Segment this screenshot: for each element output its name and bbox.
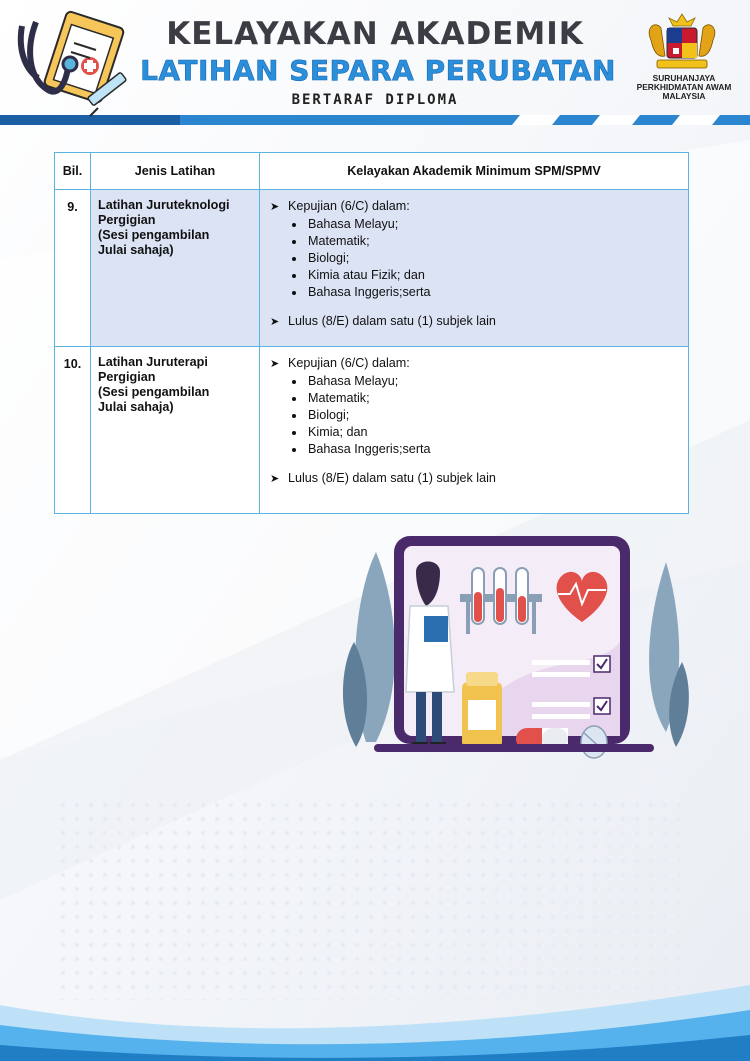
training-name (91, 190, 260, 347)
training-name-line: Julai sahaja) (98, 243, 174, 257)
arrow-bullet-icon: ➤ (270, 358, 280, 370)
subject-list (288, 373, 682, 458)
training-name (91, 347, 260, 514)
requirement-extra-text: Lulus (8/E) dalam satu (1) subjek lain (288, 314, 496, 328)
title-line-2: LATIHAN SEPARA PERUBATAN (140, 54, 616, 87)
requirements-table (54, 152, 689, 514)
subject-item: • Matematik; (306, 390, 682, 407)
agency-line-2: PERKHIDMATAN AWAM (636, 82, 732, 92)
training-name-line: (Sesi pengambilan (98, 228, 210, 242)
table-row (55, 347, 689, 514)
requirement-intro-text: Kepujian (6/C) dalam: (288, 356, 410, 370)
row-number: 10. (55, 347, 91, 514)
arrow-bullet-icon: ➤ (270, 473, 280, 485)
training-name-line: Pergigian (98, 213, 156, 227)
requirement-intro (270, 198, 682, 216)
training-name-line: (Sesi pengambilan (98, 385, 210, 399)
agency-line-1: SURUHANJAYA (652, 73, 716, 83)
subject-item: • Bahasa Melayu; (306, 216, 682, 233)
doctor-lab-tablet-illustration-icon (336, 532, 692, 764)
arrow-bullet-icon: ➤ (270, 316, 280, 328)
training-name-line: Julai sahaja) (98, 400, 174, 414)
stethoscope-clipboard-syringe-icon (14, 8, 134, 118)
requirement-intro (270, 355, 682, 373)
table-header-row (55, 153, 689, 190)
agency-line-3: MALAYSIA (662, 91, 706, 101)
subject-item: • Kimia; dan (306, 424, 682, 441)
subject-item: • Kimia atau Fizik; dan (306, 267, 682, 284)
subject-item: • Matematik; (306, 233, 682, 250)
table-row (55, 190, 689, 347)
page-header (0, 0, 750, 128)
subject-item: • Biologi; (306, 407, 682, 424)
arrow-bullet-icon: ➤ (270, 201, 280, 213)
training-name-line: Latihan Juruteknologi (98, 198, 230, 212)
requirement-extra (270, 313, 682, 331)
subject-item: • Biologi; (306, 250, 682, 267)
title-line-1: KELAYAKAN AKADEMIK (166, 16, 584, 52)
malaysia-coat-of-arms-icon (643, 10, 721, 72)
requirements-cell (260, 347, 689, 514)
requirements-cell (260, 190, 689, 347)
row-number: 9. (55, 190, 91, 347)
header-number: Bil. (55, 153, 91, 190)
subject-item: • Bahasa Inggeris;serta (306, 284, 682, 301)
requirement-extra-text: Lulus (8/E) dalam satu (1) subjek lain (288, 471, 496, 485)
subject-item: • Bahasa Melayu; (306, 373, 682, 390)
subject-item: • Bahasa Inggeris;serta (306, 441, 682, 458)
title-line-3: BERTARAF DIPLOMA (291, 92, 459, 108)
requirements-table-container (54, 152, 688, 514)
agency-name (628, 74, 740, 101)
training-name-line: Pergigian (98, 370, 156, 384)
subject-list (288, 216, 682, 301)
header-training-type: Jenis Latihan (91, 153, 260, 190)
training-name-line: Latihan Juruterapi (98, 355, 208, 369)
header-requirements: Kelayakan Akademik Minimum SPM/SPMV (260, 153, 689, 190)
requirement-intro-text: Kepujian (6/C) dalam: (288, 199, 410, 213)
requirement-extra (270, 470, 682, 488)
